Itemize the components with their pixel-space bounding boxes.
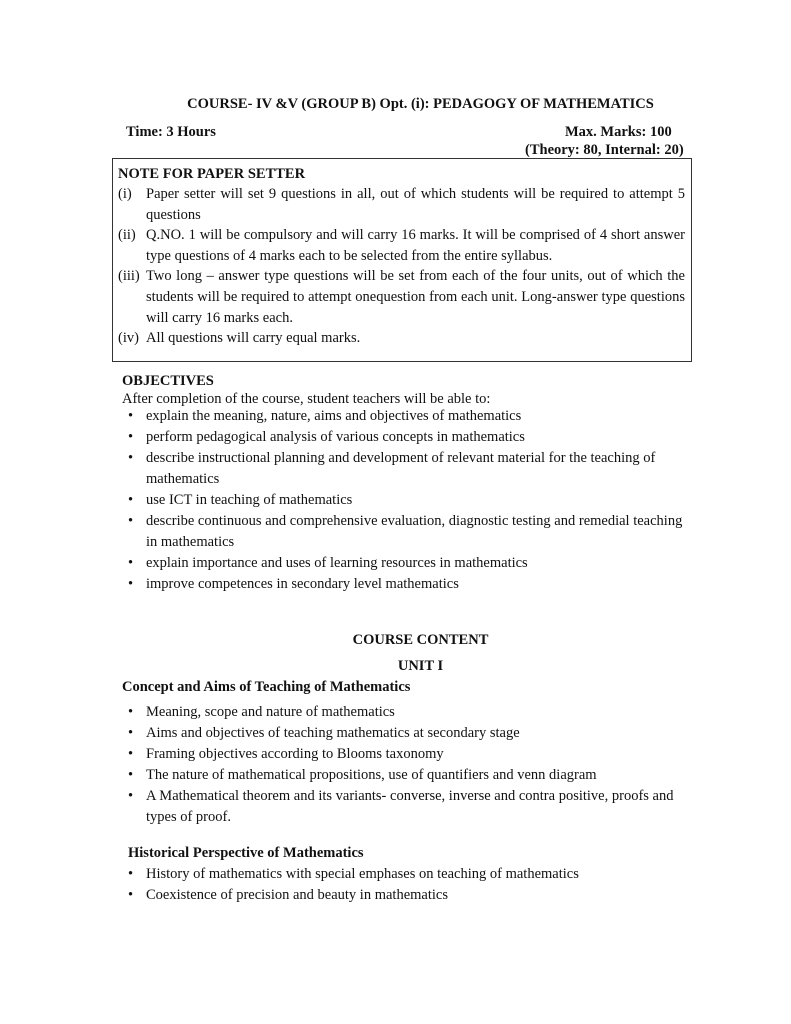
note-item-number: (iv)	[118, 330, 139, 346]
bullet-icon: •	[128, 576, 134, 592]
section-list	[128, 702, 693, 828]
objectives-intro: After completion of the course, student teachers will be able to:	[122, 391, 491, 407]
note-item-text: Paper setter will set 9 questions in all, out of which students will be required to attempt 5 questions	[146, 186, 685, 223]
bullet-icon: •	[128, 767, 134, 783]
list-item: • use ICT in teaching of mathematics	[128, 490, 693, 511]
list-item: • describe instructional planning and development of relevant material for the teaching of mathematics	[128, 450, 656, 487]
bullet-icon: •	[128, 704, 134, 720]
list-item: • Aims and objectives of teaching mathematics at secondary stage	[128, 723, 693, 744]
bullet-icon: •	[128, 450, 134, 466]
bullet-icon: •	[128, 513, 134, 529]
note-item-number: (ii)	[118, 227, 136, 243]
bullet-icon: •	[128, 866, 134, 882]
section-list	[128, 864, 693, 906]
unit-heading: UNIT I	[397, 658, 444, 674]
list-item: • Meaning, scope and nature of mathematics	[128, 702, 693, 723]
bullet-icon: •	[128, 725, 134, 741]
list-item: • explain importance and uses of learning resources in mathematics	[128, 553, 693, 574]
note-item	[118, 328, 685, 349]
max-marks: Max. Marks: 100	[565, 124, 672, 140]
note-item	[118, 184, 685, 226]
objectives-heading: OBJECTIVES	[122, 373, 214, 389]
note-item-text: All questions will carry equal marks.	[146, 330, 361, 346]
objectives-list	[128, 406, 693, 595]
note-item-number: (iii)	[118, 268, 140, 284]
marks-breakdown: (Theory: 80, Internal: 20)	[525, 142, 684, 158]
bullet-icon: •	[128, 408, 134, 424]
list-item: • Framing objectives according to Blooms taxonomy	[128, 744, 693, 765]
section-heading: Concept and Aims of Teaching of Mathematics	[122, 679, 411, 695]
note-title: NOTE FOR PAPER SETTER	[118, 166, 306, 182]
exam-time: Time: 3 Hours	[126, 124, 216, 140]
list-item: • The nature of mathematical propositions, use of quantifiers and venn diagram	[128, 765, 693, 786]
bullet-icon: •	[128, 746, 134, 762]
bullet-icon: •	[128, 887, 134, 903]
bullet-icon: •	[128, 492, 134, 508]
list-item: • History of mathematics with special emphases on teaching of mathematics	[128, 864, 693, 885]
note-item-number: (i)	[118, 186, 132, 202]
note-item	[118, 266, 685, 329]
course-title: COURSE- IV &V (GROUP B) Opt. (i): PEDAGOGY OF MATHEMATICS	[187, 96, 654, 112]
section-heading: Historical Perspective of Mathematics	[128, 845, 364, 861]
note-item-text: Two long – answer type questions will be set from each of the four units, out of which the students will be required to attempt onequestion from each unit. Long-answer type questions will carry 16 marks each.	[146, 268, 685, 326]
list-item: • perform pedagogical analysis of various concepts in mathematics	[128, 427, 693, 448]
list-item: • explain the meaning, nature, aims and objectives of mathematics	[128, 406, 693, 427]
course-content-heading: COURSE CONTENT	[352, 632, 489, 648]
bullet-icon: •	[128, 555, 134, 571]
list-item: • improve competences in secondary level mathematics	[128, 574, 693, 595]
list-item: • A Mathematical theorem and its variants- converse, inverse and contra positive, proofs and types of proof.	[128, 788, 674, 825]
note-item	[118, 225, 685, 267]
bullet-icon: •	[128, 429, 134, 445]
bullet-icon: •	[128, 788, 134, 804]
note-item-text: Q.NO. 1 will be compulsory and will carry 16 marks. It will be comprised of 4 short answer type questions of 4 marks each to be selected from the entire syllabus.	[146, 227, 685, 264]
list-item: • describe continuous and comprehensive evaluation, diagnostic testing and remedial teaching in mathematics	[128, 513, 683, 550]
list-item: • Coexistence of precision and beauty in mathematics	[128, 885, 693, 906]
